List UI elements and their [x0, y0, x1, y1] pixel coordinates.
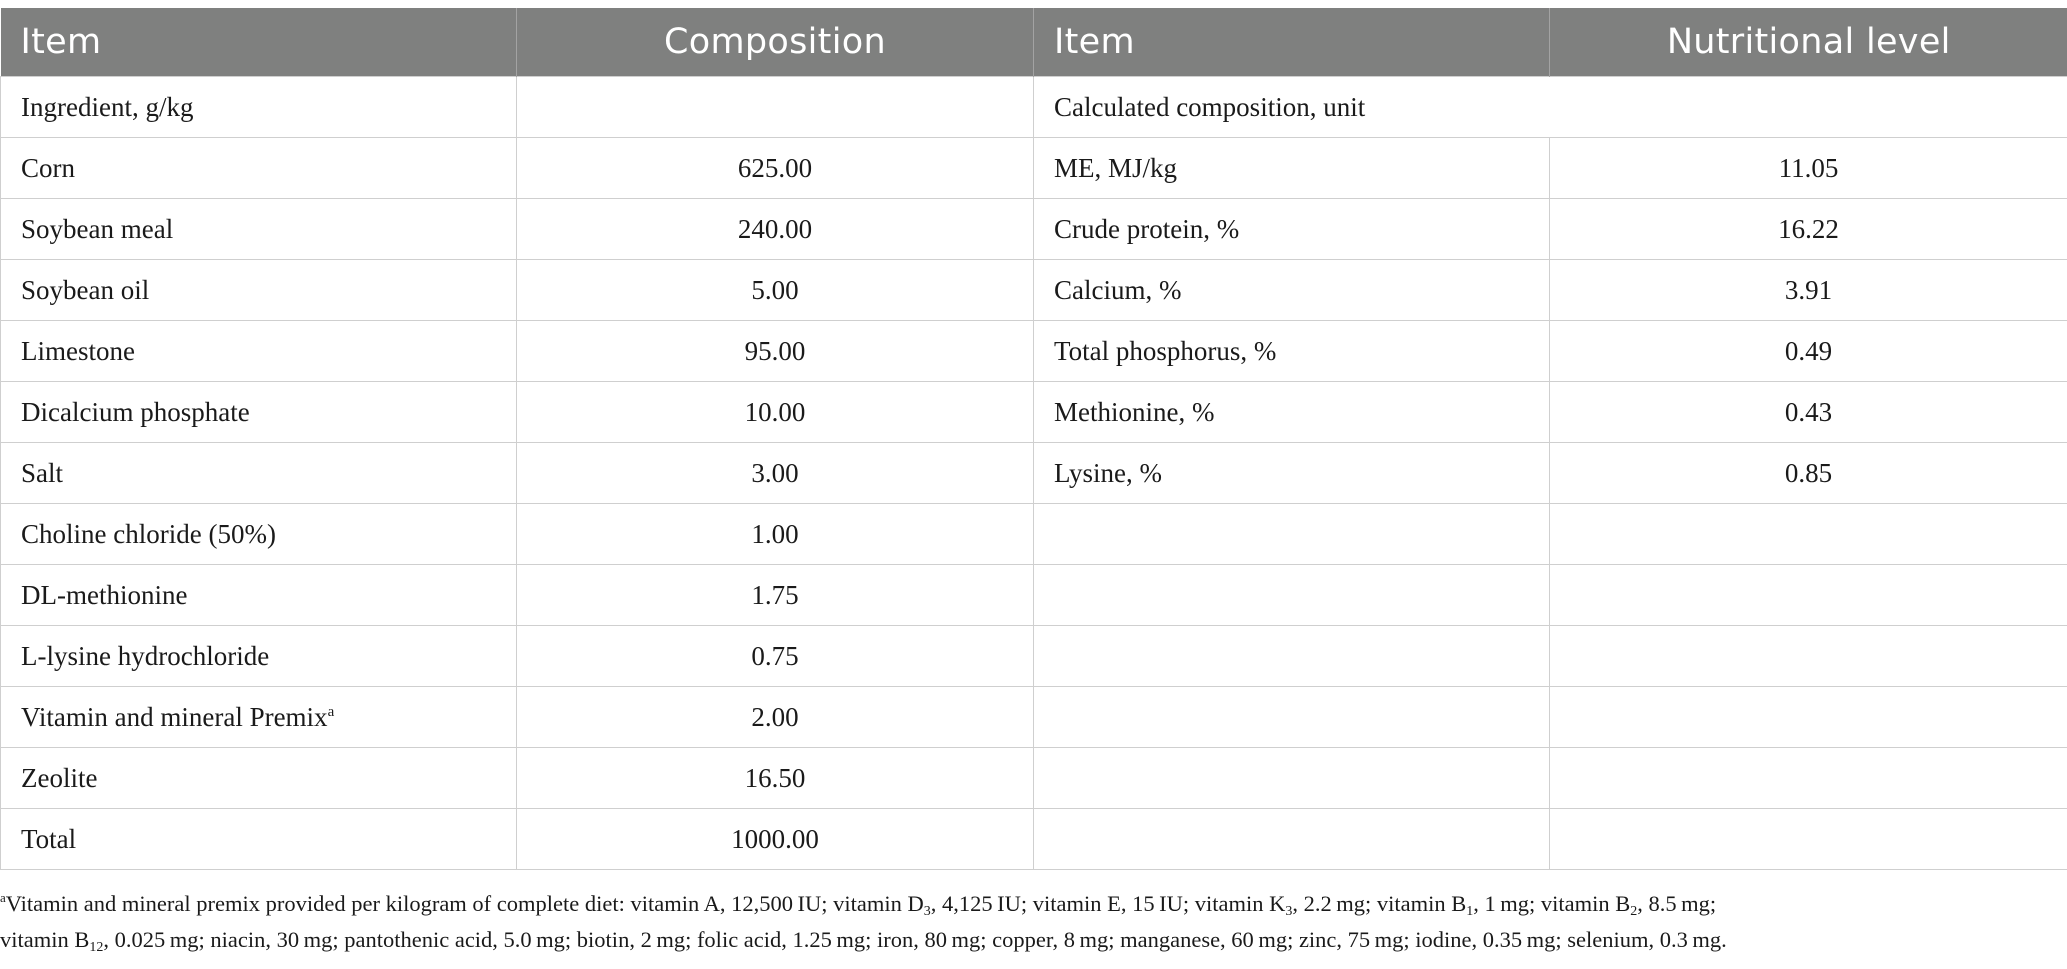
nutritional-level-cell — [1550, 626, 2067, 687]
ingredient-cell — [1, 626, 517, 687]
nutritional-level-cell — [1550, 504, 2067, 565]
nutritional-level-cell: 0.85 — [1550, 443, 2067, 504]
table-row — [1, 626, 2067, 687]
ingredient-cell — [1, 443, 517, 504]
ingredient-name: Soybean oil — [21, 274, 150, 305]
ingredient-cell — [1, 565, 517, 626]
table-row — [1, 321, 2067, 382]
footnote-text-7: , 0.025 mg; niacin, 30 mg; pantothenic acid, 5.0 mg; biotin, 2 mg; folic acid, 1.25 mg; iron, 80 mg; copper, 8 mg; manganese, 60 mg; zinc, 75 mg; iodine, 0.35 mg; selenium, 0.3 mg. — [103, 927, 1727, 952]
composition-cell: 1.00 — [517, 504, 1034, 565]
nutrient-cell: Methionine, % — [1034, 382, 1550, 443]
table-row — [1, 748, 2067, 809]
footnote-sub-b2: 2 — [1630, 904, 1638, 919]
table-row — [1, 809, 2067, 870]
table-row — [1, 199, 2067, 260]
ingredient-name: Salt — [21, 457, 64, 488]
nutritional-level-cell — [1550, 565, 2067, 626]
composition-cell: 16.50 — [517, 748, 1034, 809]
ingredient-name: Soybean meal — [21, 213, 174, 244]
ingredient-name: Choline chloride (50%) — [21, 518, 276, 549]
table-row — [1, 443, 2067, 504]
nutrient-cell: Crude protein, % — [1034, 199, 1550, 260]
ingredient-name: Zeolite — [21, 762, 98, 793]
ingredient-name: L-lysine hydrochloride — [21, 640, 270, 671]
header-composition: Composition — [517, 8, 1034, 77]
ingredient-cell — [1, 138, 517, 199]
table-row — [1, 138, 2067, 199]
composition-cell: 1000.00 — [517, 809, 1034, 870]
footnote-sub-b12: 12 — [89, 940, 104, 955]
composition-cell: 240.00 — [517, 199, 1034, 260]
ingredient-name: Vitamin and mineral Premix — [21, 701, 328, 732]
footnote-sub-k: 3 — [1285, 904, 1293, 919]
nutrient-cell — [1034, 626, 1550, 687]
nutrient-cell: ME, MJ/kg — [1034, 138, 1550, 199]
ingredient-cell — [1, 687, 517, 748]
nutritional-level-cell — [1550, 687, 2067, 748]
composition-cell: 3.00 — [517, 443, 1034, 504]
nutritional-level-cell — [1550, 809, 2067, 870]
header-item-left: Item — [1, 8, 517, 77]
ingredient-name: Total — [21, 823, 77, 854]
footnote-line-2 — [0, 922, 2060, 958]
nutrient-cell: Calcium, % — [1034, 260, 1550, 321]
ingredient-name: Dicalcium phosphate — [21, 396, 250, 427]
composition-cell: 0.75 — [517, 626, 1034, 687]
footnote-sub-d: 3 — [923, 904, 931, 919]
nutrient-cell — [1034, 809, 1550, 870]
table-row — [1, 565, 2067, 626]
footnote-sub-b1: 1 — [1466, 904, 1474, 919]
composition-cell: 5.00 — [517, 260, 1034, 321]
nutrient-cell — [1034, 504, 1550, 565]
footnote-text-5: , 8.5 mg; — [1637, 891, 1717, 916]
section-label-calculated: Calculated composition, unit — [1034, 77, 2067, 138]
ingredient-cell — [1, 382, 517, 443]
footnote-line-1 — [0, 886, 2060, 922]
table-header-row — [1, 8, 2067, 77]
footnote-text-6: vitamin B — [0, 927, 90, 952]
diet-table-container — [0, 8, 2067, 870]
nutritional-level-cell: 11.05 — [1550, 138, 2067, 199]
nutrient-cell: Lysine, % — [1034, 443, 1550, 504]
ingredient-name: Limestone — [21, 335, 135, 366]
ingredient-name: DL-methionine — [21, 579, 188, 610]
ingredient-cell — [1, 260, 517, 321]
footnote-text-2: , 4,125 IU; vitamin E, 15 IU; vitamin K — [930, 891, 1286, 916]
diet-composition-table — [0, 8, 2067, 870]
footnote-ref: a — [327, 703, 335, 720]
table-row — [1, 687, 2067, 748]
section-row — [1, 77, 2067, 138]
header-nutritional-level: Nutritional level — [1550, 8, 2067, 77]
table-row — [1, 382, 2067, 443]
composition-cell: 2.00 — [517, 687, 1034, 748]
ingredient-cell — [1, 504, 517, 565]
nutritional-level-cell: 0.43 — [1550, 382, 2067, 443]
nutrient-cell — [1034, 687, 1550, 748]
footnote-text-4: , 1 mg; vitamin B — [1473, 891, 1631, 916]
ingredient-cell — [1, 321, 517, 382]
section-empty-cell — [517, 77, 1034, 138]
nutritional-level-cell — [1550, 748, 2067, 809]
footnote-marker: a — [0, 890, 6, 905]
nutritional-level-cell: 16.22 — [1550, 199, 2067, 260]
header-item-right: Item — [1034, 8, 1550, 77]
nutrient-cell: Total phosphorus, % — [1034, 321, 1550, 382]
composition-cell: 625.00 — [517, 138, 1034, 199]
table-row — [1, 260, 2067, 321]
nutrient-cell — [1034, 748, 1550, 809]
nutritional-level-cell: 3.91 — [1550, 260, 2067, 321]
table-footnote — [0, 886, 2060, 958]
ingredient-cell — [1, 809, 517, 870]
composition-cell: 1.75 — [517, 565, 1034, 626]
ingredient-cell — [1, 199, 517, 260]
footnote-text-3: , 2.2 mg; vitamin B — [1292, 891, 1467, 916]
nutritional-level-cell: 0.49 — [1550, 321, 2067, 382]
ingredient-cell — [1, 748, 517, 809]
nutrient-cell — [1034, 565, 1550, 626]
footnote-text-1: Vitamin and mineral premix provided per kilogram of complete diet: vitamin A, 12,500 IU; vitamin D — [5, 891, 924, 916]
composition-cell: 95.00 — [517, 321, 1034, 382]
table-row — [1, 504, 2067, 565]
section-label-ingredient: Ingredient, g/kg — [1, 77, 517, 138]
ingredient-name: Corn — [21, 152, 75, 183]
composition-cell: 10.00 — [517, 382, 1034, 443]
